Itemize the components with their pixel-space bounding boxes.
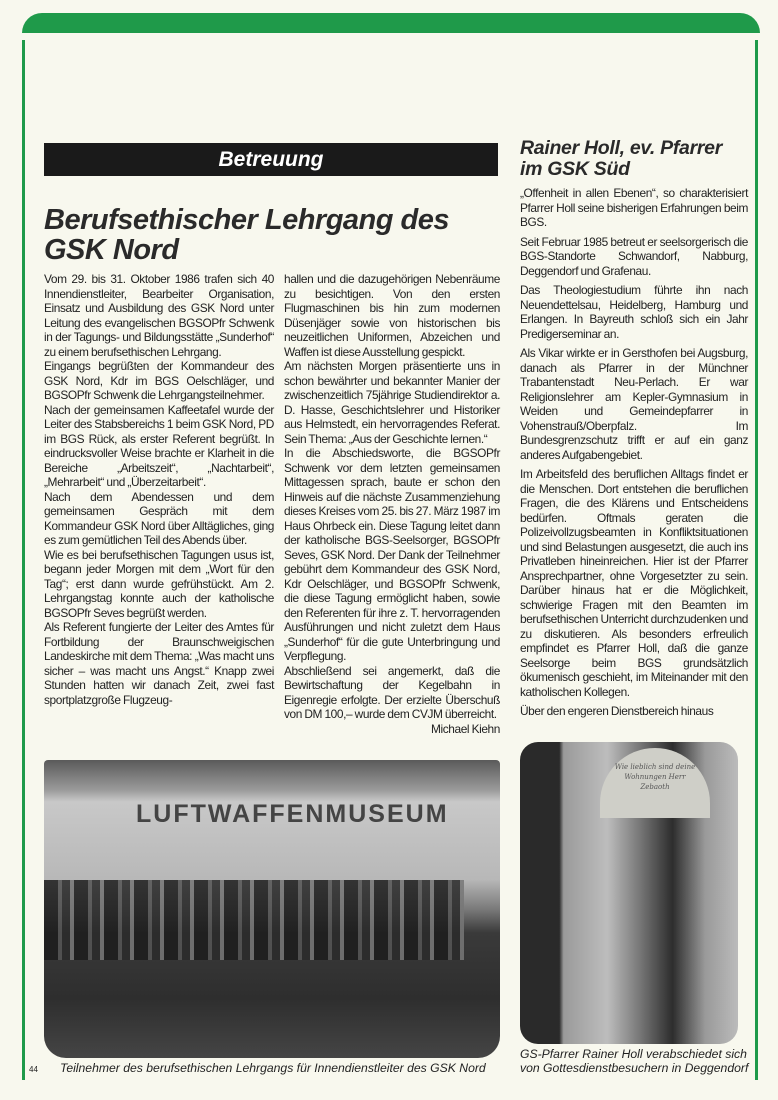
author: Michael Kiehn — [431, 721, 500, 736]
paragraph: Im Arbeitsfeld des beruflichen Alltags findet er die Menschen. Dort entstehen die beruflichen Fragen, die des Klärens und Entscheidens bedürfen. Oftmals geraten die Polizeivollzugsbeamten in Konfliktsituationen und sind Belastungen ausgesetzt, die auch ins Privatleben hineinreichen. Hier ist der Pfarrer Ansprechpartner, ohne Vorgesetzter zu sein. Darüber hinaus hat er die Möglichkeit, schwierige Fragen mit den Beamten im berufsethischen Unterricht durchzudenken und zu diskutieren. Als besonders erfreulich empfindet es Pfarrer Holl, daß die ganze Seelsorge beim BGS grundsätzlich ökumenisch geschieht, im Miteinander mit den katholischen Kollegen. — [520, 467, 748, 699]
church-photo — [520, 742, 738, 1044]
article-column-1 — [44, 272, 274, 707]
page-number: 44 — [29, 1065, 38, 1074]
paragraph: Das Theologiestudium führte ihn nach Neuendettelsau, Heidelberg, Hamburg und Erlangen. In Bayreuth schloß sich ein Jahr Predigerseminar an. — [520, 283, 748, 341]
photo-caption-right: GS-Pfarrer Rainer Holl verabschiedet sich von Gottesdienstbesuchern in Deggendorf — [520, 1047, 749, 1075]
paragraph: Als Referent fungierte der Leiter des Amtes für Fortbildung der Braunschweigischen Landeskirche mit dem Thema: „Was macht uns sicher – was macht uns Angst.“ Knapp zwei Stunden hatten wir danach Zeit, zwei fast sportplatzgroße Flugzeug- — [44, 620, 274, 707]
photo-caption-left: Teilnehmer des berufsethischen Lehrgangs für Innendienstleiter des GSK Nord — [60, 1061, 486, 1075]
sidebar-title: Rainer Holl, ev. Pfarrer im GSK Süd — [520, 137, 722, 180]
paragraph: Nach dem Abendessen und dem gemeinsamen Gespräch mit dem Kommandeur GSK Nord über Alltägliches, ging es zum gemütlichen Teil des Abends über. — [44, 489, 274, 547]
section-header: Betreuung — [44, 143, 498, 176]
page-frame-top — [22, 13, 760, 33]
paragraph: Am nächsten Morgen präsentierte uns in schon bewährter und bekannter Manier der zwischenzeitlich 75jährige Studiendirektor a. D. Hasse, Geschichtslehrer und Historiker aus Helmstedt, ein hervorragendes Referat. Sein Thema: „Aus der Geschichte lernen.“ — [284, 359, 500, 446]
paragraph: „Offenheit in allen Ebenen“, so charakterisiert Pfarrer Holl seine bisherigen Erfahrungen beim BGS. — [520, 186, 748, 229]
paragraph: Vom 29. bis 31. Oktober 1986 trafen sich 40 Innendienstleiter, Bearbeiter Organisation, Einsatz und Ausbildung des GSK Nord unter Leitung des evangelischen BGSOPfr Schwenk in der Tagungs- und Bildungsstätte „Sunderhof“ zu einem berufsethischen Lehrgang. — [44, 272, 274, 359]
sidebar-column — [520, 186, 748, 724]
paragraph: Wie es bei berufsethischen Tagungen usus ist, begann jeder Morgen mit dem „Wort für den Tag“; erst dann wurde gefrühstückt. Am 2. Lehrgangstag konnte auch der katholische BGSOPfr Seves begrüßt werden. — [44, 547, 274, 620]
page-frame-left — [22, 40, 25, 1080]
paragraph: Seit Februar 1985 betreut er seelsorgerisch die BGS-Standorte Schwandorf, Nabburg, Deggendorf und Grafenau. — [520, 234, 748, 278]
group-photo-museum — [44, 760, 500, 1058]
paragraph: hallen und die dazugehörigen Nebenräume zu besichtigen. Von den ersten Flugmaschinen bis hin zum modernen Düsenjäger sowie von historischen bis neuzeitlichen Uniformen, Abzeichen und Waffen ist diese Ausstellung gespickt. — [284, 272, 500, 359]
paragraph: Über den engeren Dienstbereich hinaus — [520, 704, 714, 718]
article-title: Berufsethischer Lehrgang des GSK Nord — [44, 204, 449, 266]
group-of-people — [44, 880, 464, 960]
page-frame-right — [755, 40, 758, 1080]
paragraph: Nach der gemeinsamen Kaffeetafel wurde der Leiter des Stabsbereichs 1 beim GSK Nord, PD im BGS Rück, als erster Referent begrüßt. In eindrucksvoller Weise brachte er Klarheit in die Bereiche „Arbeitszeit“, „Nachtarbeit“, „Mehrarbeit“ und „Überzeitarbeit“. — [44, 402, 274, 489]
paragraph: Abschließend sei angemerkt, daß die Bewirtschaftung der Kegelbahn in Eigenregie erfolgte. Der erzielte Überschuß von DM 100,– wurde dem CVJM überreicht. — [284, 663, 500, 721]
paragraph: In die Abschiedsworte, die BGSOPfr Schwenk vor dem letzten gemeinsamen Mittagessen sprach, baute er schon den Hinweis auf die nächste Zusammenziehung dieses Kreises vom 25. bis 27. März 1987 im Haus Ohrbeck ein. Diese Tagung leitet dann der katholische BGS-Seelsorger, BGSOPfr Seves, GSK Nord. Der Dank der Teilnehmer gebührt dem Kommandeur des GSK Nord, Kdr Oelschläger, und BGSOPfr Schwenk, die diese Tagung ermöglicht haben, sowie den Referenten für ihre z. T. hervorragenden Ausführungen und nicht zuletzt dem Haus „Sunderhof“ für die gute Unterbringung und Verpflegung. — [284, 446, 500, 663]
paragraph: Eingangs begrüßten der Kommandeur des GSK Nord, Kdr im BGS Oelschläger, und BGSOPfr Schwenk die Lehrgangsteilnehmer. — [44, 359, 274, 402]
paragraph: Als Vikar wirkte er in Gersthofen bei Augsburg, danach als Pfarrer in der Münchner Trabantenstadt Neu-Perlach. Er war Religionslehrer am Kepler-Gymnasium in Weiden und Gemeindepfarrer in Vohenstrauß/Oberpfalz. Im Bundesgrenzschutz trifft er auf ein ganz anderes Aufgabengebiet. — [520, 346, 748, 462]
museum-sign: LUFTWAFFENMUSEUM — [136, 800, 449, 828]
article-column-2 — [284, 272, 500, 736]
church-inscription: Wie lieblich sind deine Wohnungen Herr Zebaoth — [614, 763, 696, 791]
